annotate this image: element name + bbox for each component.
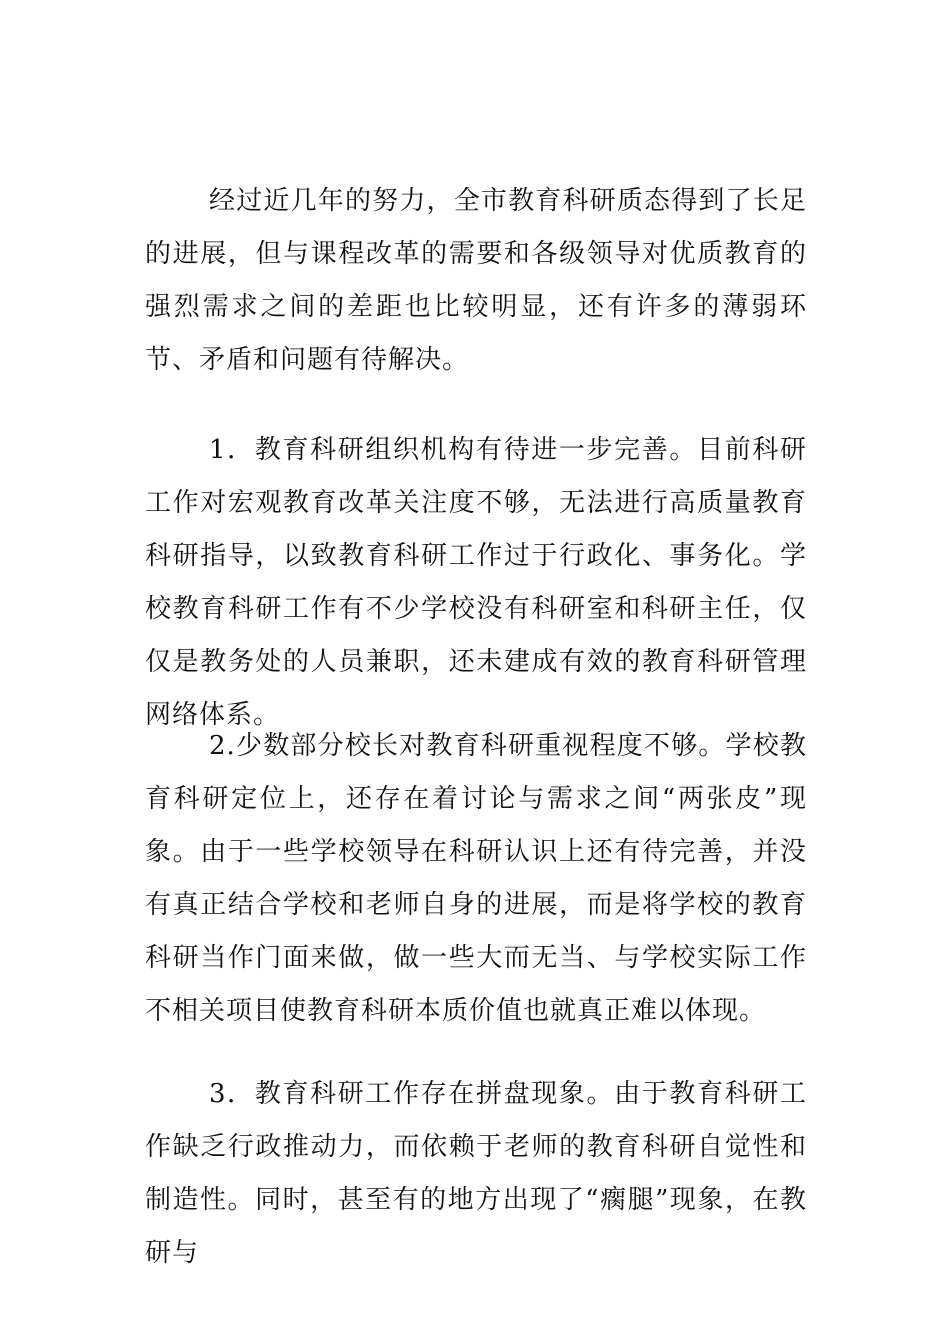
paragraph-intro: 经过近几年的努力，全市教育科研质态得到了长足的进展，但与课程改革的需要和各级领导对优质教育的强烈需求之间的差距也比较明显，还有许多的薄弱环节、矛盾和问题有待解决。 [145,186,807,375]
paragraph-point-1: 1．教育科研组织机构有待进一步完善。目前科研工作对宏观教育改革关注度不够，无法进行高质量教育科研指导，以致教育科研工作过于行政化、事务化。学校教育科研工作有不少学校没有科研室和科研主任，仅仅是教务处的人员兼职，还未建成有效的教育科研管理网络体系。 [145,435,807,730]
paragraph-point-2: 2.少数部分校长对教育科研重视程度不够。学校教育科研定位上，还存在着讨论与需求之间“两张皮”现象。由于一些学校领导在科研认识上还有待完善，并没有真正结合学校和老师自身的进展，而是将学校的教育科研当作门面来做，做一些大而无当、与学校实际工作不相关项目使教育科研本质价值也就真正难以体现。 [145,731,807,1026]
paragraph-point-3: 3．教育科研工作存在拼盘现象。由于教育科研工作缺乏行政推动力，而依赖于老师的教育科研自觉性和制造性。同时，甚至有的地方出现了“瘸腿”现象，在教研与 [145,1079,807,1268]
